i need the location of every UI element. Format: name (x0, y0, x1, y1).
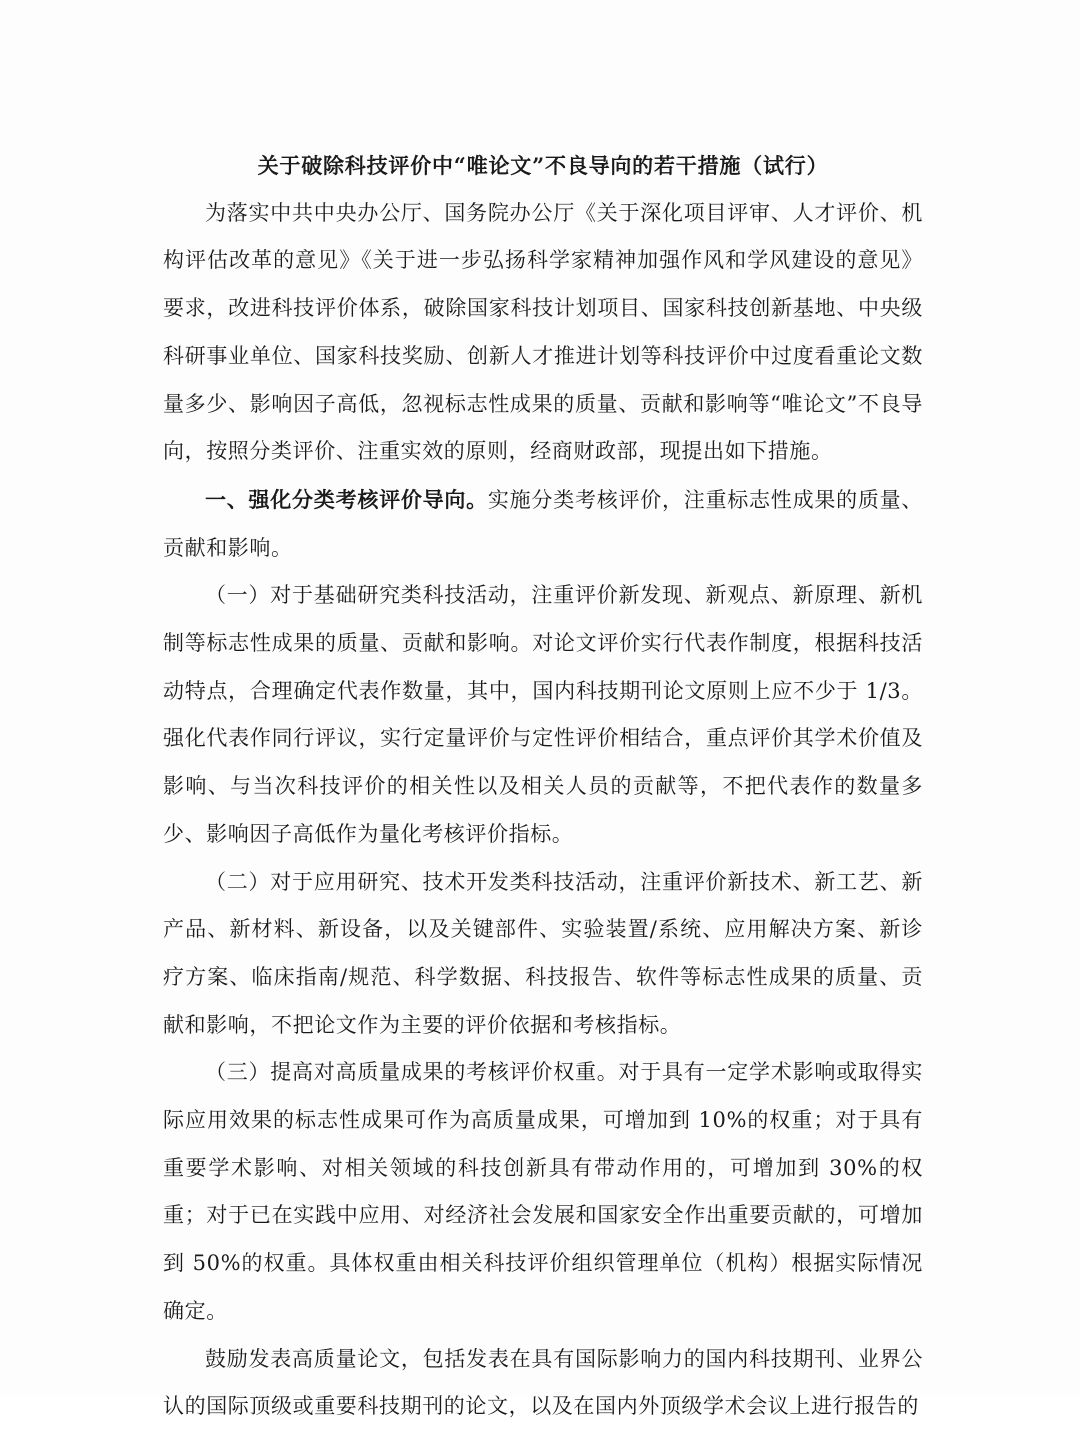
paragraph-text: （一）对于基础研究类科技活动，注重评价新发现、新观点、新原理、新机制等标志性成果的质量、贡献和影响。对论文评价实行代表作制度，根据科技活动特点，合理确定代表作数量，其中，国内科技期刊论文原则上应不少于 1/3。强化代表作同行评议，实行定量评价与定性评价相结合，重点评价其学术价值及影响、与当次科技评价的相关性以及相关人员的贡献等，不把代表作的数量多少、影响因子高低作为量化考核评价指标。 (163, 583, 923, 846)
paragraph-text: （二）对于应用研究、技术开发类科技活动，注重评价新技术、新工艺、新产品、新材料、新设备，以及关键部件、实验装置/系统、应用解决方案、新诊疗方案、临床指南/规范、科学数据、科技报告、软件等标志性成果的质量、贡献和影响，不把论文作为主要的评价依据和考核指标。 (163, 869, 923, 1037)
section-heading: 一、强化分类考核评价导向。 (205, 486, 488, 512)
paragraph-continued (163, 1336, 923, 1431)
paragraph-text: （三）提高对高质量成果的考核评价权重。对于具有一定学术影响或取得实际应用效果的标志性成果可作为高质量成果，可增加到 10%的权重；对于具有重要学术影响、对相关领域的科技创新具有带动作用的，可增加到 30%的权重；对于已在实践中应用、对经济社会发展和国家安全作出重要贡献的，可增加到 50%的权重。具体权重由相关科技评价组织管理单位（机构）根据实际情况确定。 (163, 1060, 923, 1323)
paragraph-item-2 (163, 859, 923, 1050)
paragraph-text: 鼓励发表高质量论文，包括发表在具有国际影响力的国内科技期刊、业界公认的国际顶级或重要科技期刊的论文，以及在国内外顶级学术会议上进行报告的 (163, 1346, 923, 1419)
paragraph-section-1 (163, 476, 923, 572)
paragraph-item-1 (163, 572, 923, 858)
paragraph-text: 为落实中共中央办公厅、国务院办公厅《关于深化项目评审、人才评价、机构评估改革的意见》《关于进一步弘扬科学家精神加强作风和学风建设的意见》要求，改进科技评价体系，破除国家科技计划项目、国家科技创新基地、中央级科研事业单位、国家科技奖励、创新人才推进计划等科技评价中过度看重论文数量多少、影响因子高低，忽视标志性成果的质量、贡献和影响等“唯论文”不良导向，按照分类评价、注重实效的原则，经商财政部，现提出如下措施。 (163, 200, 923, 464)
document-title: 关于破除科技评价中“唯论文”不良导向的若干措施（试行） (257, 153, 829, 178)
paragraph-text: 实施分类考核评价，注重标志性成果的质量、贡献和影响。 (163, 487, 923, 560)
document-body (163, 142, 923, 1431)
paragraph-item-3 (163, 1049, 923, 1335)
paragraph-intro (163, 190, 923, 476)
